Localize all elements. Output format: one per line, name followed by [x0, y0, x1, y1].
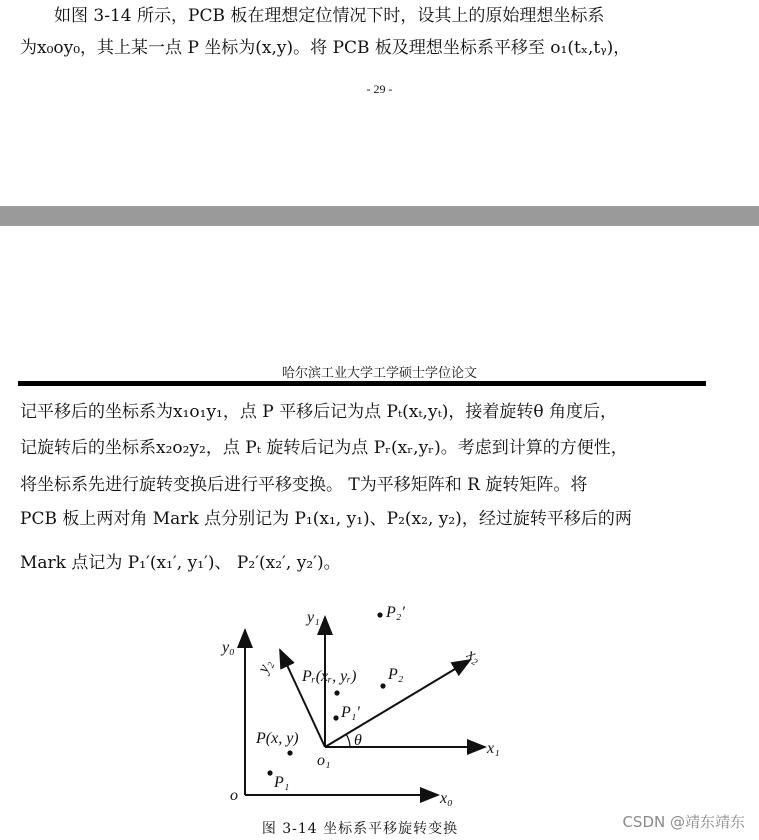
page-separator-band	[0, 206, 759, 226]
label-x1: x₁	[487, 740, 500, 757]
label-P2-prime: P₂′	[386, 604, 405, 621]
paragraph-line-3: 将坐标系先进行旋转变换后进行平移变换。 T为平移矩阵和 R 旋转矩阵。将	[20, 475, 588, 495]
page-top-line-1: 如图 3-14 所示，PCB 板在理想定位情况下时，设其上的原始理想坐标系	[54, 6, 605, 26]
label-Pr: Pᵣ(xᵣ, yᵣ)	[302, 668, 357, 685]
label-y1: y₁	[307, 609, 320, 626]
paragraph-line-5: Mark 点记为 P₁′(x₁′, y₁′)、 P₂′(x₂′, y₂′)。	[20, 553, 341, 573]
watermark: CSDN @靖东靖东	[622, 813, 745, 831]
point-P2-prime	[377, 612, 382, 617]
label-x2: x₂	[463, 645, 484, 667]
label-P1-prime: P₁′	[341, 704, 360, 721]
label-y2: y₂	[254, 656, 276, 676]
label-P: P(x, y)	[256, 730, 299, 747]
theta-arc	[346, 734, 350, 747]
label-P1: P₁	[274, 774, 290, 791]
paragraph-line-1: 记平移后的坐标系为x₁o₁y₁，点 P 平移后记为点 Pₜ(xₜ,yₜ)，接着旋转θ 角度后，	[20, 402, 618, 422]
figure-caption: 图 3-14 坐标系平移旋转变换	[261, 821, 459, 837]
label-o1: o₁	[317, 752, 331, 769]
point-P	[287, 750, 292, 755]
page-number: - 29 -	[366, 82, 393, 96]
paragraph-line-2: 记旋转后的坐标系x₂o₂y₂，点 Pₜ 旋转后记为点 Pᵣ(xᵣ,yᵣ)。考虑到计算的方便性，	[20, 438, 628, 458]
point-P2	[380, 683, 385, 688]
coordinate-transform-figure	[200, 595, 510, 810]
point-Pr	[334, 690, 339, 695]
running-header: 哈尔滨工业大学工学硕士学位论文	[281, 366, 477, 381]
header-rule	[18, 381, 706, 386]
point-P1-prime	[333, 715, 338, 720]
point-P1	[267, 770, 272, 775]
label-x0: x₀	[440, 790, 453, 807]
label-y0: y₀	[222, 639, 235, 656]
label-o: o	[230, 787, 238, 804]
label-theta: θ	[354, 732, 362, 749]
paragraph-line-4: PCB 板上两对角 Mark 点分别记为 P₁(x₁, y₁)、P₂(x₂, y₂)，经过旋转平移后的两	[20, 509, 632, 529]
page-top-line-2: 为x₀oy₀，其上某一点 P 坐标为(x,y)。将 PCB 板及理想坐标系平移至 o₁(tₓ,tᵧ)，	[20, 38, 631, 58]
label-P2: P₂	[388, 666, 404, 683]
